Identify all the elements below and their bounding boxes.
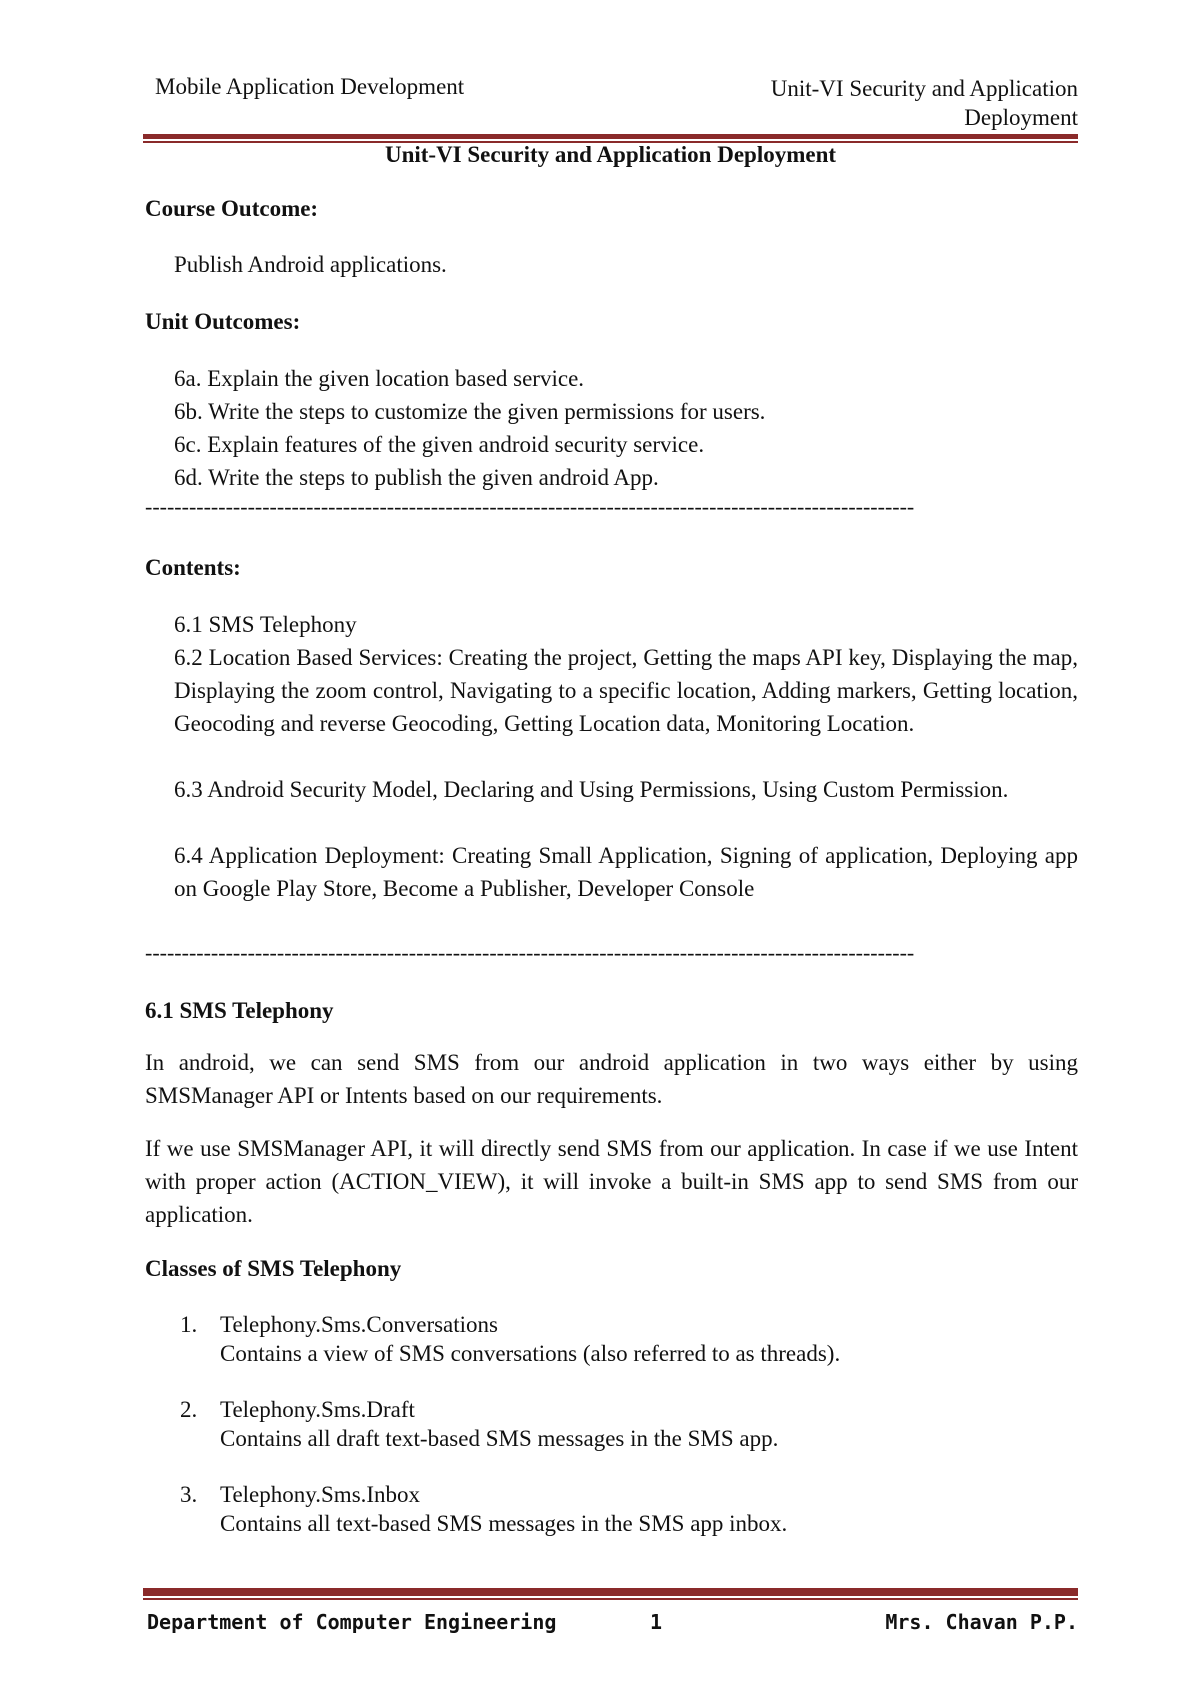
list-body xyxy=(220,1395,1040,1453)
class-description: Contains all draft text-based SMS messages in the SMS app. xyxy=(220,1426,779,1451)
header-rule xyxy=(143,134,1078,139)
footer-department: Department of Computer Engineering xyxy=(147,1610,557,1634)
classes-heading: Classes of SMS Telephony xyxy=(145,1256,402,1281)
contents-item: 6.4 Application Deployment: Creating Small Application, Signing of application, Deploying app on Google Play Store, Become a Publisher, Developer Console xyxy=(174,843,1078,901)
list-number: 1. xyxy=(180,1312,198,1337)
footer-rule-thin xyxy=(143,1598,1078,1600)
unit-outcome-item: 6d. Write the steps to publish the given android App. xyxy=(174,465,659,490)
list-number: 3. xyxy=(180,1482,198,1507)
list-body xyxy=(220,1310,1040,1368)
footer-author: Mrs. Chavan P.P. xyxy=(885,1610,1078,1634)
list-body xyxy=(220,1480,1040,1538)
class-description: Contains all text-based SMS messages in the SMS app inbox. xyxy=(220,1511,788,1536)
course-outcome-heading: Course Outcome: xyxy=(145,196,319,221)
header-right xyxy=(718,74,1078,132)
separator-line: --------------------------------------------------------------------------------------------------------- xyxy=(145,940,915,965)
contents-item: 6.3 Android Security Model, Declaring and Using Permissions, Using Custom Permission. xyxy=(174,777,1009,802)
header-right-line1: Unit-VI Security and Application xyxy=(770,76,1078,101)
separator-line: --------------------------------------------------------------------------------------------------------- xyxy=(145,494,915,519)
class-description: Contains a view of SMS conversations (also referred to as threads). xyxy=(220,1341,841,1366)
unit-outcome-item: 6a. Explain the given location based service. xyxy=(174,366,585,391)
footer-page-number: 1 xyxy=(650,1610,663,1634)
class-name: Telephony.Sms.Inbox xyxy=(220,1482,421,1507)
course-outcome-text: Publish Android applications. xyxy=(174,252,447,277)
section-heading: 6.1 SMS Telephony xyxy=(145,998,334,1023)
class-name: Telephony.Sms.Draft xyxy=(220,1397,415,1422)
unit-outcome-item: 6c. Explain features of the given android security service. xyxy=(174,432,705,457)
list-number: 2. xyxy=(180,1397,198,1422)
contents-item: 6.2 Location Based Services: Creating the project, Getting the maps API key, Displaying the map, Displaying the zoom control, Navigating to a specific location, Adding markers, Getting location, Geocoding and reverse Geocoding, Getting Location data, Monitoring Location. xyxy=(174,645,1078,736)
unit-outcome-item: 6b. Write the steps to customize the given permissions for users. xyxy=(174,399,766,424)
document-title: Unit-VI Security and Application Deployment xyxy=(384,142,837,167)
class-name: Telephony.Sms.Conversations xyxy=(220,1312,498,1337)
footer-rule xyxy=(143,1588,1078,1596)
contents-heading: Contents: xyxy=(145,555,241,580)
section-paragraph: If we use SMSManager API, it will directly send SMS from our application. In case if we use Intent with proper action (ACTION_VIEW), it will invoke a built-in SMS app to send SMS from our application. xyxy=(145,1136,1078,1227)
header-left: Mobile Application Development xyxy=(155,74,465,99)
unit-outcomes-heading: Unit Outcomes: xyxy=(145,309,301,334)
contents-item: 6.1 SMS Telephony xyxy=(174,612,357,637)
section-paragraph: In android, we can send SMS from our android application in two ways either by using SMSManager API or Intents based on our requirements. xyxy=(145,1050,1078,1108)
header-right-line2: Deployment xyxy=(964,105,1078,130)
